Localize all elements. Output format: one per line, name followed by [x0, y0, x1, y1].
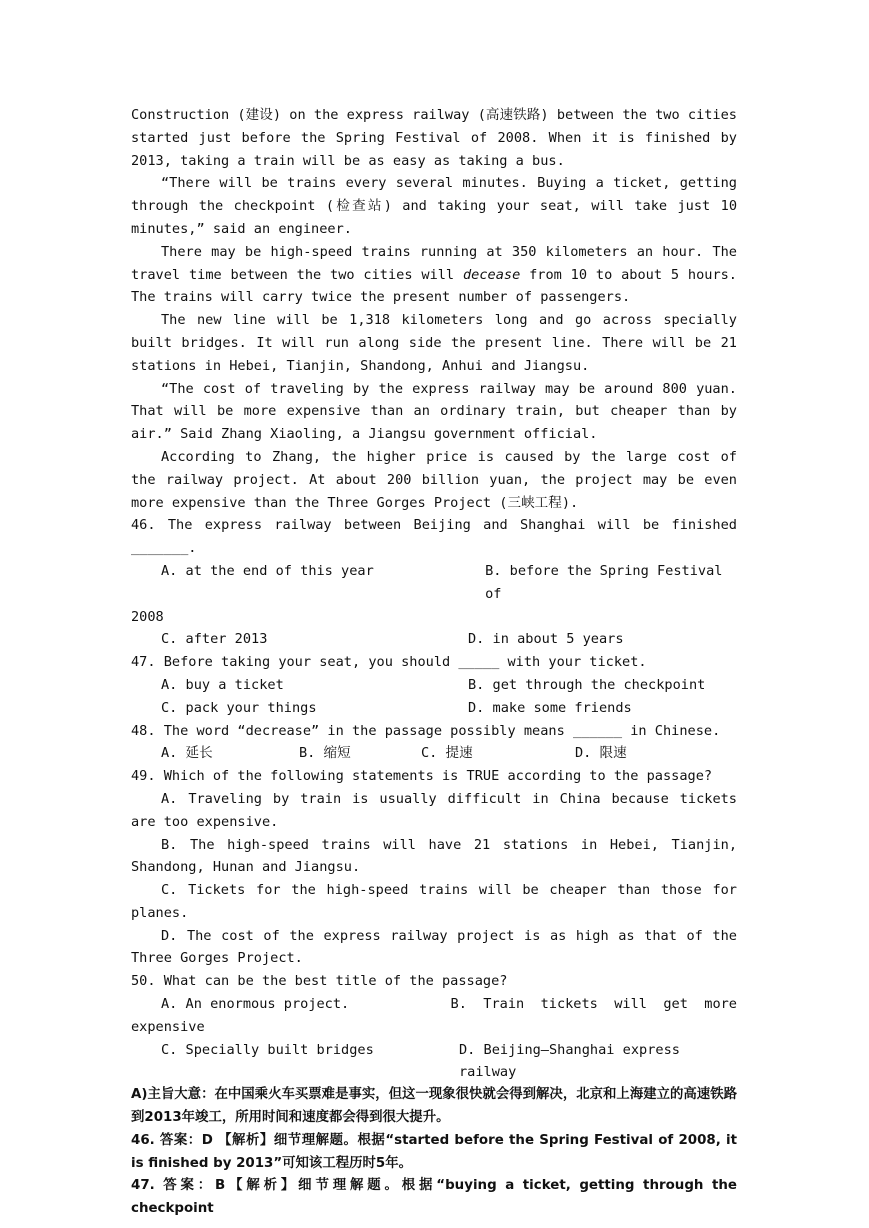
- option-d: D. 限速: [575, 745, 627, 762]
- option-c: C. after 2013: [161, 631, 268, 648]
- passage-paragraph: “There will be trains every several minutes. Buying a ticket, getting through the checkpoint (检查站) and taking your seat, will take just 10 minutes,” said an engineer.: [131, 175, 737, 237]
- answer-46: 46. 答案：D 【解析】细节理解题。根据“started before the Spring Festival of 2008, it is finished by 2013”可知该工程历时5年。: [131, 1132, 737, 1171]
- options-row: [131, 1039, 737, 1085]
- question-stem: 50. What can be the best title of the passage?: [131, 973, 508, 990]
- options-row: [131, 697, 737, 720]
- passage-paragraph: According to Zhang, the higher price is caused by the large cost of the railway project. At about 200 billion yuan, the project may be even more expensive than the Three Gorges Project (三峡工程).: [131, 448, 737, 511]
- answer-summary: A)主旨大意：在中国乘火车买票难是事实，但这一现象很快就会得到解决，北京和上海建立的高速铁路到2013年竣工，所用时间和速度都会得到很大提升。: [131, 1087, 737, 1126]
- option-d: D. Beijing—Shanghai express railway: [458, 1041, 680, 1081]
- passage-paragraph: “The cost of traveling by the express railway may be around 800 yuan. That will be more expensive than an ordinary train, but cheaper than by air.” Said Zhang Xiaoling, a Jiangsu government official.: [131, 380, 737, 443]
- question-stem: 47. Before taking your seat, you should _____ with your ticket.: [131, 654, 647, 671]
- option-a: A. buy a ticket: [161, 676, 284, 693]
- option-b-wrap: 2008: [131, 608, 164, 625]
- options-row: [131, 560, 737, 606]
- passage-text: There may be high-speed trains running at 350 kilometers an hour. The travel time between the two cities will: [131, 243, 737, 283]
- option-b: B. Train tickets will get more: [450, 996, 737, 1013]
- option-d: D. make some friends: [468, 699, 632, 716]
- option-a: A. An enormous project.: [161, 996, 350, 1013]
- answer-47: 47. 答案：B【解析】细节理解题。根据“buying a ticket, getting through the checkpoint: [131, 1178, 737, 1217]
- option-c: C. Specially built bridges: [161, 1041, 374, 1058]
- option-c: C. Tickets for the high-speed trains will be cheaper than those for planes.: [131, 882, 737, 921]
- question-stem: 48. The word “decrease” in the passage possibly means ______ in Chinese.: [131, 722, 721, 739]
- option-a: A. 延长: [161, 745, 213, 762]
- option-a: A. Traveling by train is usually difficult in China because tickets are too expensive.: [131, 790, 737, 830]
- option-c: C. 提速: [421, 745, 473, 762]
- italic-word: decease: [462, 266, 521, 283]
- option-b: B. before the Spring Festival of: [485, 562, 723, 602]
- option-a: A. at the end of this year: [161, 562, 374, 579]
- option-d: D. The cost of the express railway project is as high as that of the Three Gorges Project.: [131, 927, 737, 967]
- options-row: [131, 993, 737, 1016]
- passage-paragraph: The new line will be 1,318 kilometers long and go across specially built bridges. It will run along side the present line. There will be 21 stations in Hebei, Tianjin, Shandong, Anhui and Jiangsu.: [131, 312, 737, 374]
- options-row: [131, 674, 737, 697]
- option-d: D. in about 5 years: [468, 631, 624, 648]
- option-b-wrap: expensive: [131, 1018, 205, 1035]
- option-b: B. get through the checkpoint: [468, 676, 706, 693]
- options-row: [131, 628, 737, 651]
- passage-paragraph: Construction (建设) on the express railway (高速铁路) between the two cities started just before the Spring Festival of 2008. When it is finished by 2013, taking a train will be as easy as taking a bus.: [131, 107, 737, 169]
- option-c: C. pack your things: [161, 699, 317, 716]
- question-stem: 46. The express railway between Beijing and Shanghai will be finished _______.: [131, 517, 737, 557]
- option-b: B. The high-speed trains will have 21 stations in Hebei, Tianjin, Shandong, Hunan and Jiangsu.: [131, 836, 737, 876]
- document-page: [131, 104, 737, 1221]
- passage-paragraph: [131, 241, 737, 309]
- option-b: B. 缩短: [299, 745, 351, 762]
- options-row: [131, 742, 737, 765]
- question-stem: 49. Which of the following statements is TRUE according to the passage?: [131, 768, 713, 785]
- passage-text: from 10 to about 5 hours. The trains will carry twice the present number of passengers.: [131, 266, 737, 306]
